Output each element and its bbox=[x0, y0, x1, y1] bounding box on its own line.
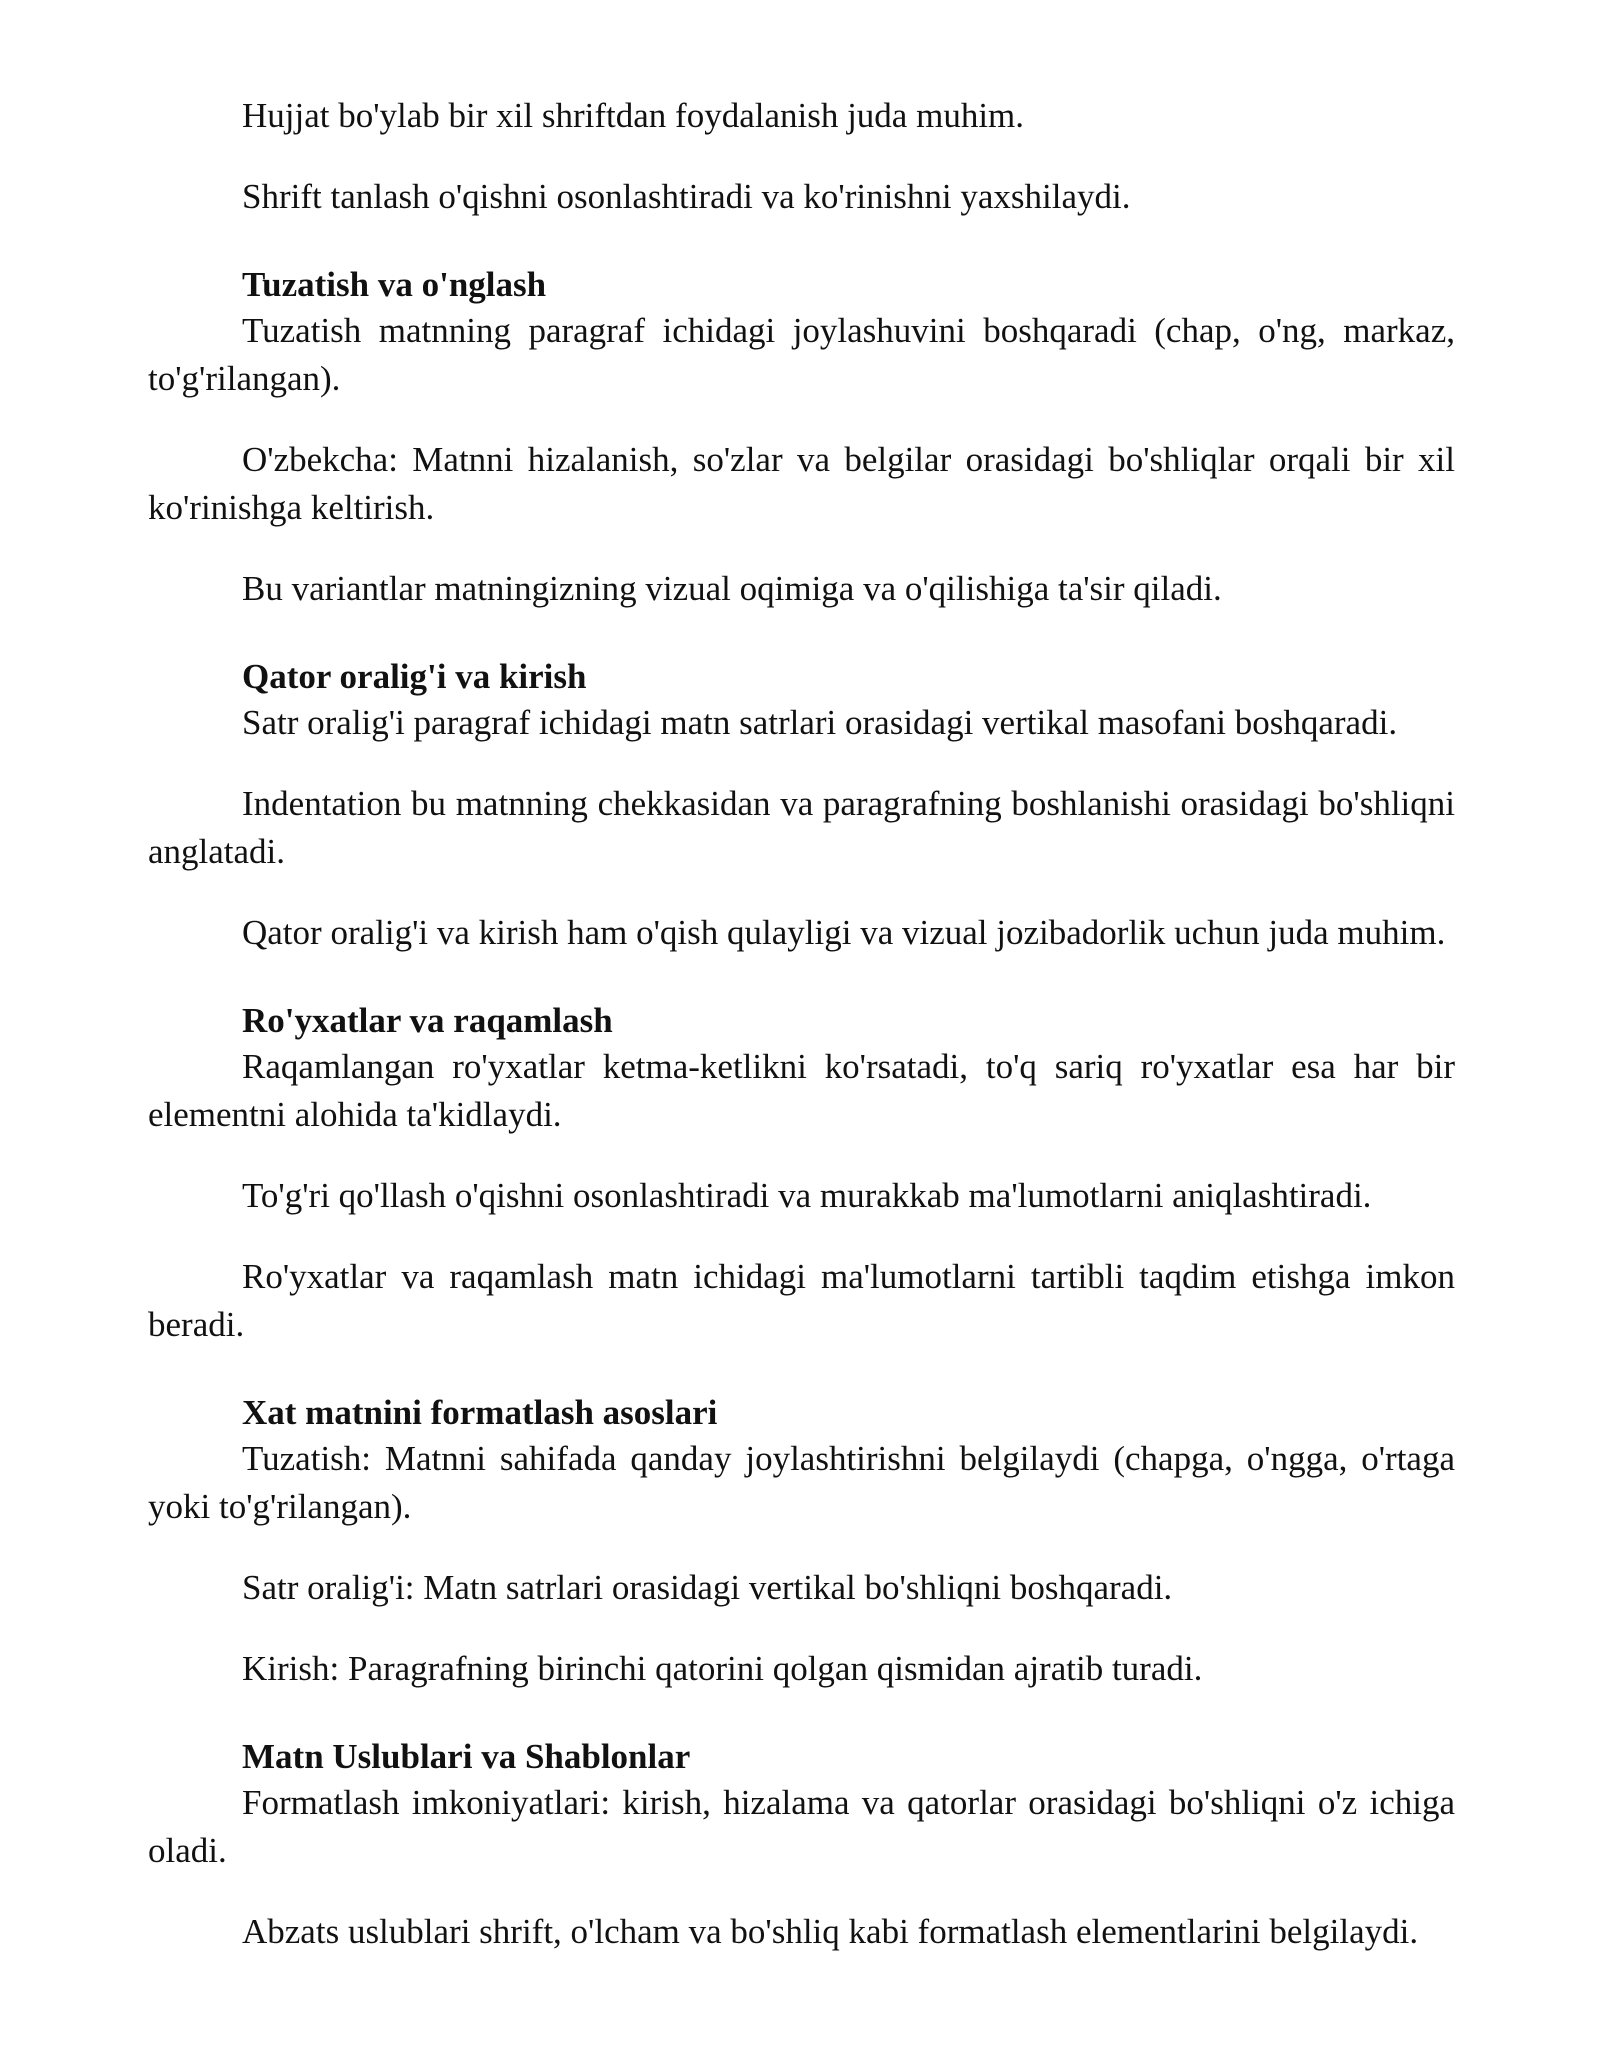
paragraph: O'zbekcha: Matnni hizalanish, so'zlar va belgilar orasidagi bo'shliqlar orqali bir xil ko'rinishga keltirish. bbox=[148, 440, 1455, 527]
paragraph: Formatlash imkoniyatlari: kirish, hizalama va qatorlar orasidagi bo'shliqni o'z ichiga oladi. bbox=[148, 1783, 1455, 1870]
paragraph: Raqamlangan ro'yxatlar ketma-ketlikni ko'rsatadi, to'q sariq ro'yxatlar esa har bir elementni alohida ta'kidlaydi. bbox=[148, 1047, 1455, 1134]
paragraph: Satr oralig'i: Matn satrlari orasidagi vertikal bo'shliqni boshqaradi. bbox=[242, 1568, 1173, 1607]
document-page bbox=[148, 92, 1455, 1956]
paragraph: To'g'ri qo'llash o'qishni osonlashtiradi va murakkab ma'lumotlarni aniqlashtiradi. bbox=[242, 1176, 1372, 1215]
paragraph: Bu variantlar matningizning vizual oqimiga va o'qilishiga ta'sir qiladi. bbox=[242, 569, 1222, 608]
section-heading: Tuzatish va o'nglash bbox=[242, 265, 547, 304]
paragraph: Kirish: Paragrafning birinchi qatorini qolgan qismidan ajratib turadi. bbox=[242, 1649, 1203, 1688]
section-heading: Matn Uslublari va Shablonlar bbox=[242, 1737, 691, 1776]
section-heading: Qator oralig'i va kirish bbox=[242, 657, 587, 696]
paragraph: Ro'yxatlar va raqamlash matn ichidagi ma'lumotlarni tartibli taqdim etishga imkon beradi. bbox=[148, 1257, 1455, 1344]
paragraph: Hujjat bo'ylab bir xil shriftdan foydalanish juda muhim. bbox=[242, 96, 1025, 135]
section-heading: Xat matnini formatlash asoslari bbox=[242, 1393, 718, 1432]
paragraph: Abzats uslublari shrift, o'lcham va bo'shliq kabi formatlash elementlarini belgilaydi. bbox=[242, 1912, 1419, 1951]
section-heading: Ro'yxatlar va raqamlash bbox=[242, 1001, 613, 1040]
paragraph: Tuzatish matnning paragraf ichidagi joylashuvini boshqaradi (chap, o'ng, markaz, to'g'rilangan). bbox=[148, 311, 1455, 398]
paragraph: Satr oralig'i paragraf ichidagi matn satrlari orasidagi vertikal masofani boshqaradi. bbox=[242, 703, 1398, 742]
paragraph: Indentation bu matnning chekkasidan va paragrafning boshlanishi orasidagi bo'shliqni anglatadi. bbox=[148, 784, 1455, 871]
paragraph: Shrift tanlash o'qishni osonlashtiradi va ko'rinishni yaxshilaydi. bbox=[242, 177, 1131, 216]
paragraph: Tuzatish: Matnni sahifada qanday joylashtirishni belgilaydi (chapga, o'ngga, o'rtaga yoki to'g'rilangan). bbox=[148, 1439, 1455, 1526]
paragraph: Qator oralig'i va kirish ham o'qish qulayligi va vizual jozibadorlik uchun juda muhim. bbox=[242, 913, 1446, 952]
